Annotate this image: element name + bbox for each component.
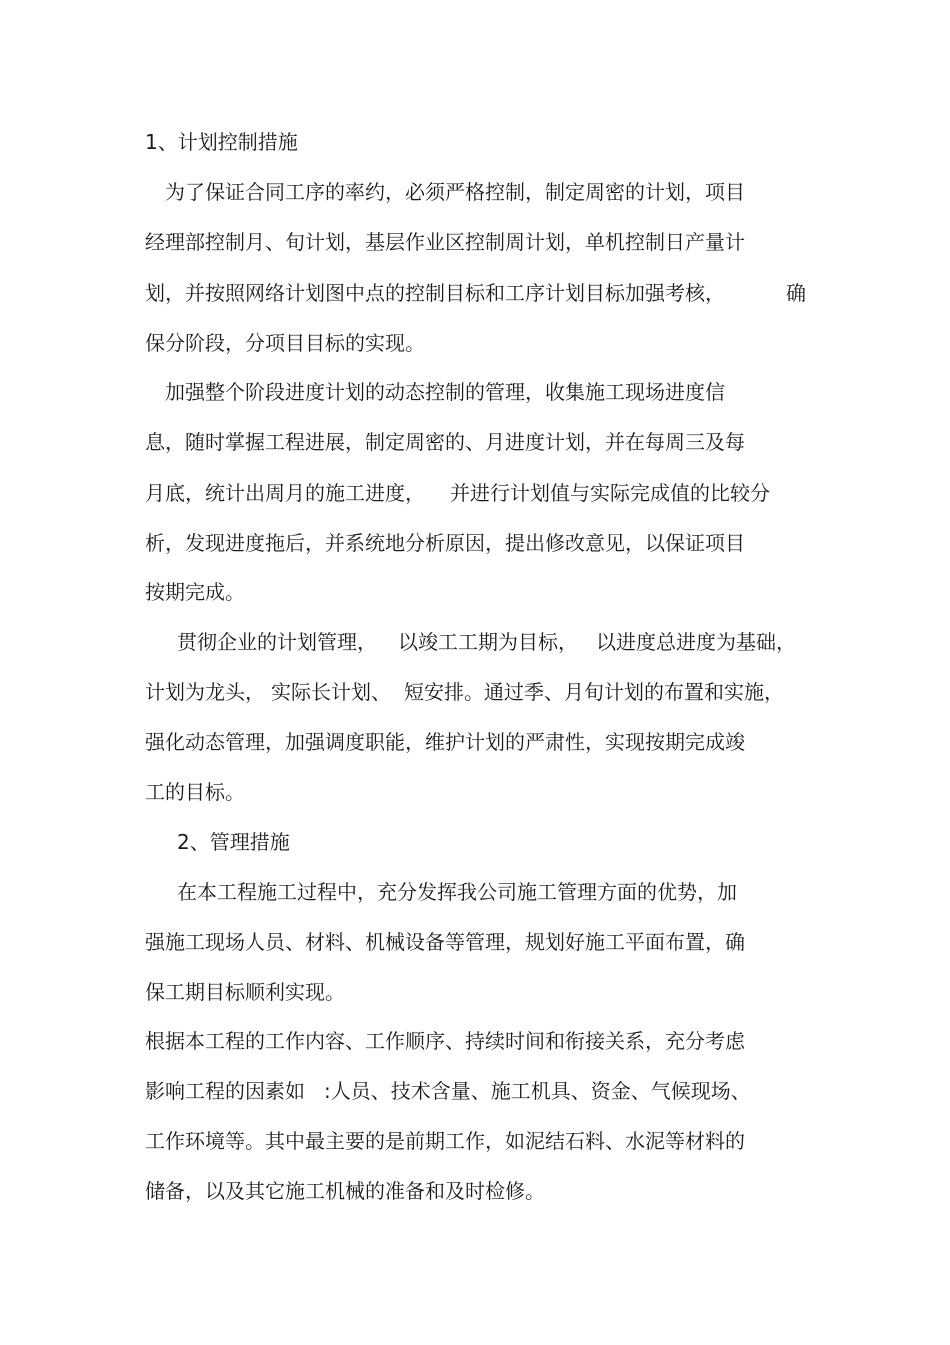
paragraph-line: 在本工程施工过程中，充分发挥我公司施工管理方面的优势，加 bbox=[177, 880, 737, 904]
section-heading-2: 2、管理措施 bbox=[177, 830, 290, 854]
paragraph-line: :人员、技术含量、施工机具、资金、气候现场、 bbox=[324, 1079, 751, 1103]
paragraph-line: 划，并按照网络计划图中点的控制目标和工序计划目标加强考核， bbox=[145, 281, 725, 305]
paragraph-line: 计划为龙头， bbox=[145, 680, 265, 704]
paragraph-line: 根据本工程的工作内容、工作顺序、持续时间和衔接关系，充分考虑 bbox=[145, 1029, 745, 1053]
section-heading-1: 1、计划控制措施 bbox=[145, 130, 298, 154]
paragraph-line: 强施工现场人员、材料、机械设备等管理，规划好施工平面布置，确 bbox=[145, 930, 745, 954]
paragraph-line: 息，随时掌握工程进展，制定周密的、月进度计划，并在每周三及每 bbox=[145, 430, 745, 454]
paragraph-line: 保工期目标顺利实现。 bbox=[145, 980, 345, 1004]
paragraph-line: 并进行计划值与实际完成值的比较分 bbox=[450, 481, 770, 505]
paragraph-line: 短安排。通过季、月旬计划的布置和实施， bbox=[404, 680, 784, 704]
paragraph-line: 实际长计划、 bbox=[271, 680, 391, 704]
paragraph-line: 确 bbox=[786, 281, 806, 305]
paragraph-line: 保分阶段，分项目目标的实现。 bbox=[145, 331, 425, 355]
paragraph-line: 贯彻企业的计划管理， bbox=[177, 630, 377, 654]
paragraph-line: 以竣工工期为目标， bbox=[398, 630, 578, 654]
paragraph-line: 以进度总进度为基础， bbox=[596, 630, 796, 654]
paragraph-line: 影响工程的因素如 bbox=[145, 1079, 305, 1103]
paragraph-line: 工作环境等。其中最主要的是前期工作，如泥结石料、水泥等材料的 bbox=[145, 1129, 745, 1153]
paragraph-line: 强化动态管理，加强调度职能，维护计划的严肃性，实现按期完成竣 bbox=[145, 730, 745, 754]
paragraph-line: 加强整个阶段进度计划的动态控制的管理，收集施工现场进度信 bbox=[165, 380, 725, 404]
paragraph-line: 析，发现进度拖后，并系统地分析原因，提出修改意见，以保证项目 bbox=[145, 531, 745, 555]
paragraph-line: 按期完成。 bbox=[145, 580, 245, 604]
paragraph-line: 为了保证合同工序的率约，必须严格控制，制定周密的计划，项目 bbox=[165, 180, 745, 204]
paragraph-line: 储备，以及其它施工机械的准备和及时检修。 bbox=[145, 1179, 545, 1203]
paragraph-line: 工的目标。 bbox=[145, 780, 245, 804]
paragraph-line: 月底，统计出周月的施工进度， bbox=[145, 481, 425, 505]
paragraph-line: 经理部控制月、旬计划，基层作业区控制周计划，单机控制日产量计 bbox=[145, 230, 745, 254]
